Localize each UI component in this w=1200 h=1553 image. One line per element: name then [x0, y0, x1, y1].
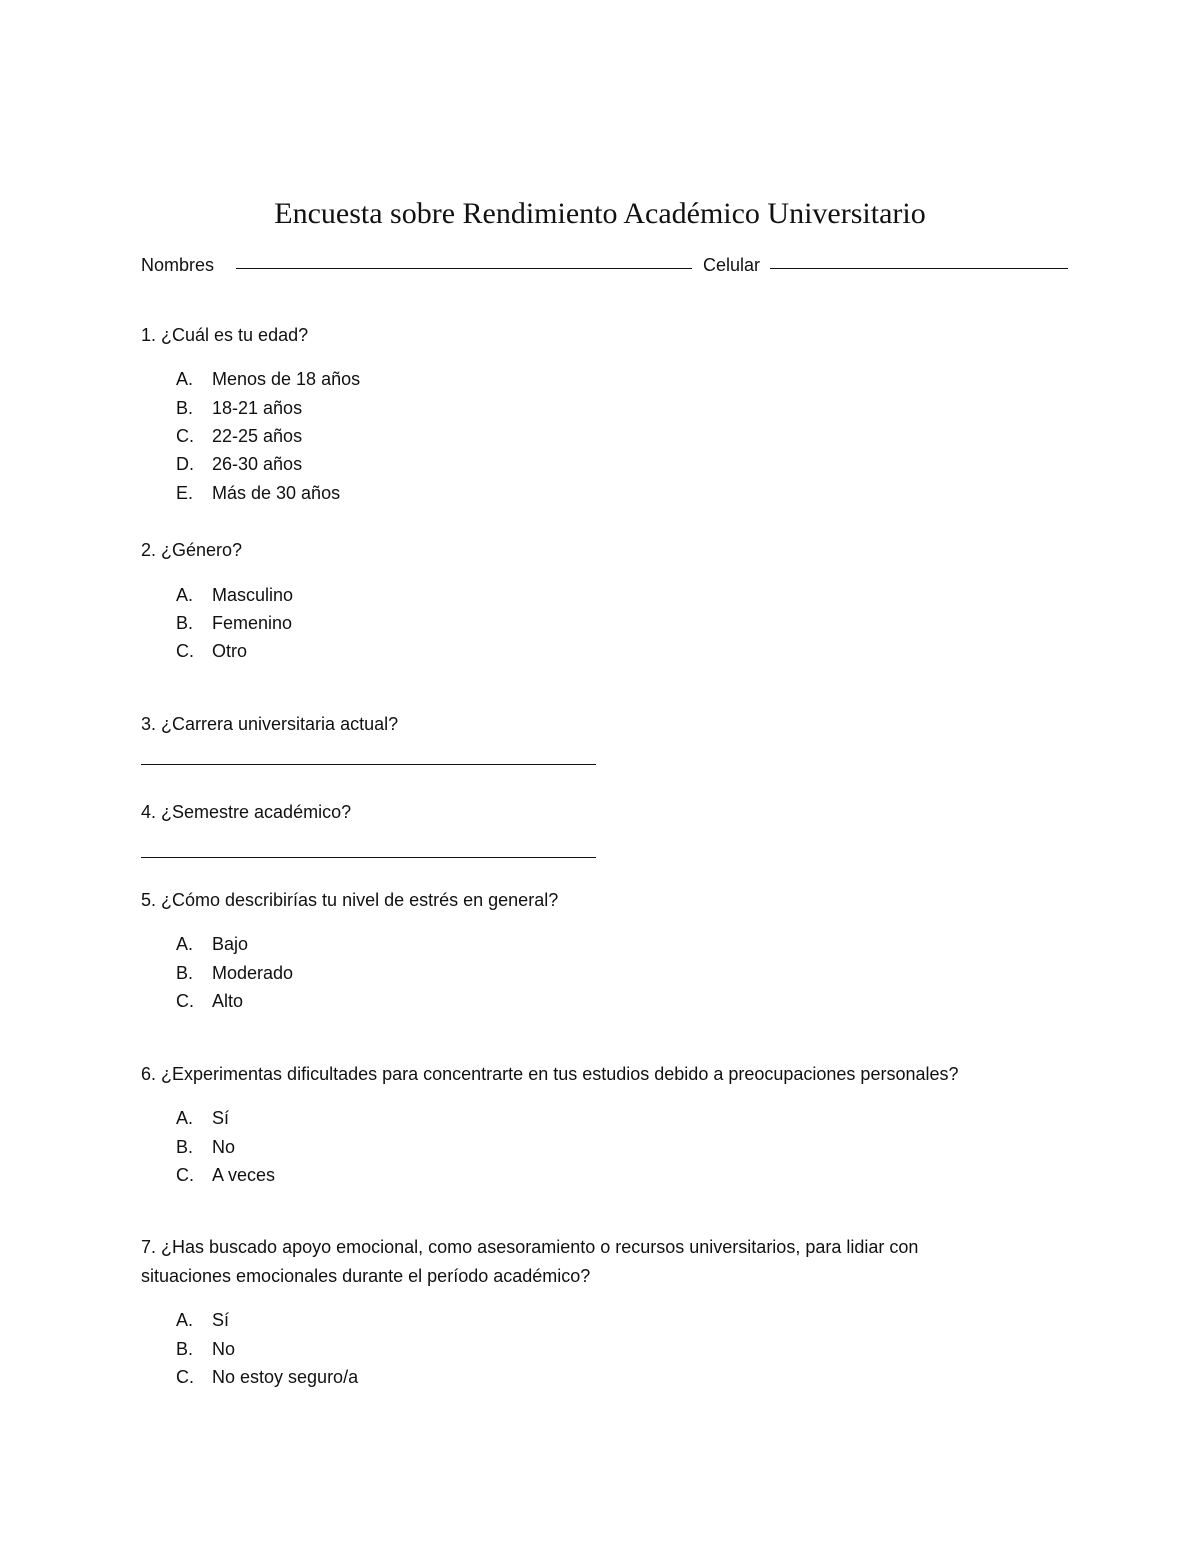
q1-option-b[interactable]: 18-21 años — [212, 398, 303, 418]
question-4: 4. ¿Semestre académico? — [141, 802, 352, 822]
question-7-line-2: situaciones emocionales durante el período académico? — [141, 1266, 591, 1286]
q1-option-c[interactable]: 22-25 años — [212, 426, 303, 446]
q1-option-a[interactable]: Menos de 18 años — [212, 369, 361, 389]
question-6: 6. ¿Experimentas dificultades para concentrarte en tus estudios debido a preocupaciones personales? — [141, 1064, 959, 1084]
q5-option-b-letter: B. — [176, 963, 194, 983]
q1-option-a-letter: A. — [176, 369, 194, 389]
question-1: 1. ¿Cuál es tu edad? — [141, 325, 309, 345]
q4-answer-line[interactable] — [141, 857, 596, 858]
q2-option-c[interactable]: Otro — [212, 641, 248, 661]
q2-option-c-letter: C. — [176, 641, 194, 661]
q1-option-e[interactable]: Más de 30 años — [212, 483, 341, 503]
q2-option-a[interactable]: Masculino — [212, 585, 294, 605]
q3-answer-line[interactable] — [141, 764, 596, 765]
q2-option-b[interactable]: Femenino — [212, 613, 293, 633]
q6-option-c-letter: C. — [176, 1165, 194, 1185]
q2-option-b-letter: B. — [176, 613, 194, 633]
q1-option-d[interactable]: 26-30 años — [212, 454, 303, 474]
question-3: 3. ¿Carrera universitaria actual? — [141, 714, 399, 734]
q7-option-c-letter: C. — [176, 1367, 194, 1387]
name-label: Nombres — [141, 255, 215, 275]
q1-option-b-letter: B. — [176, 398, 194, 418]
q1-option-e-letter: E. — [176, 483, 194, 503]
q5-option-a-letter: A. — [176, 934, 194, 954]
q6-option-b[interactable]: No — [212, 1137, 236, 1157]
phone-label: Celular — [703, 255, 761, 275]
q7-option-c[interactable]: No estoy seguro/a — [212, 1367, 359, 1387]
q5-option-b[interactable]: Moderado — [212, 963, 294, 983]
q5-option-a[interactable]: Bajo — [212, 934, 249, 954]
q6-option-a[interactable]: Sí — [212, 1108, 230, 1128]
q6-option-c[interactable]: A veces — [212, 1165, 276, 1185]
question-5: 5. ¿Cómo describirías tu nivel de estrés en general? — [141, 890, 559, 910]
q7-option-b-letter: B. — [176, 1339, 194, 1359]
q7-option-a[interactable]: Sí — [212, 1310, 230, 1330]
q7-option-a-letter: A. — [176, 1310, 194, 1330]
q5-option-c-letter: C. — [176, 991, 194, 1011]
question-7-line-1: 7. ¿Has buscado apoyo emocional, como asesoramiento o recursos universitarios, para lidiar con — [141, 1237, 919, 1257]
q1-option-d-letter: D. — [176, 454, 194, 474]
name-field-line[interactable] — [236, 268, 692, 269]
q7-option-b[interactable]: No — [212, 1339, 236, 1359]
page-title: Encuesta sobre Rendimiento Académico Universitario — [274, 197, 926, 230]
q5-option-c[interactable]: Alto — [212, 991, 244, 1011]
q2-option-a-letter: A. — [176, 585, 194, 605]
question-2: 2. ¿Género? — [141, 540, 243, 560]
q6-option-b-letter: B. — [176, 1137, 194, 1157]
phone-field-line[interactable] — [770, 268, 1068, 269]
q1-option-c-letter: C. — [176, 426, 194, 446]
q6-option-a-letter: A. — [176, 1108, 194, 1128]
